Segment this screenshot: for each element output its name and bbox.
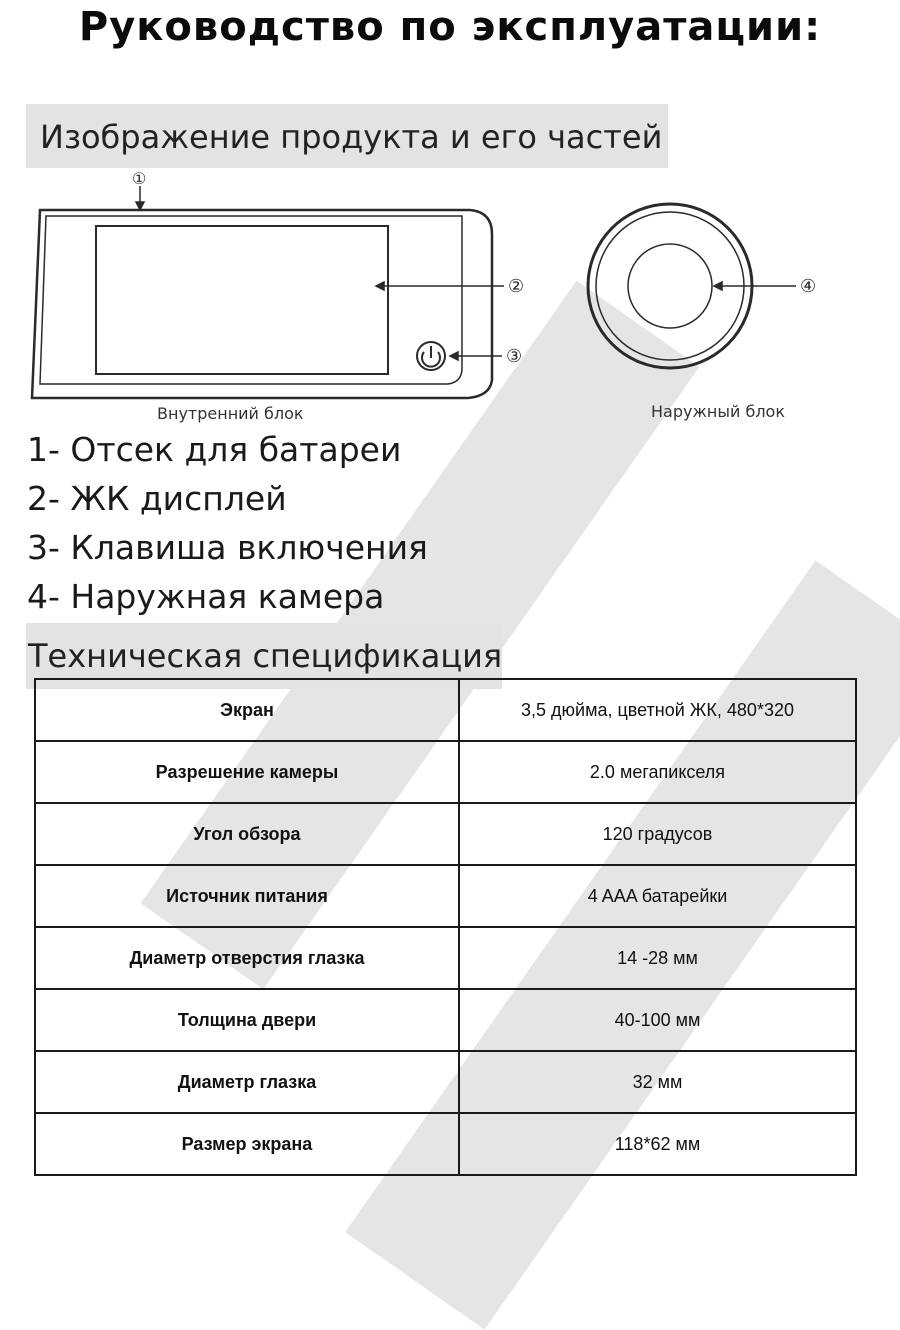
spec-value: 14 -28 мм: [459, 927, 856, 989]
spec-key: Толщина двери: [35, 989, 459, 1051]
list-item: 4- Наружная камера: [27, 577, 385, 616]
table-row: [35, 865, 856, 927]
spec-key: Диаметр отверстия глазка: [35, 927, 459, 989]
spec-table: [34, 678, 857, 1176]
spec-key: Угол обзора: [35, 803, 459, 865]
spec-key: Экран: [35, 679, 459, 741]
spec-value: 2.0 мегапикселя: [459, 741, 856, 803]
callout-3-arrow: [450, 352, 502, 360]
inner-unit-illustration: [32, 210, 492, 398]
table-row: [35, 679, 856, 741]
outer-camera-lens: [628, 244, 712, 328]
spec-key: Разрешение камеры: [35, 741, 459, 803]
table-row: [35, 989, 856, 1051]
callout-4-arrow: [714, 282, 796, 290]
callout-2-arrow: [376, 282, 504, 290]
spec-key: Диаметр глазка: [35, 1051, 459, 1113]
table-row: [35, 927, 856, 989]
spec-value: 118*62 мм: [459, 1113, 856, 1175]
outer-unit-caption: Наружный блок: [651, 402, 785, 421]
list-item: 2- ЖК дисплей: [27, 479, 287, 518]
spec-value: 32 мм: [459, 1051, 856, 1113]
spec-key: Источник питания: [35, 865, 459, 927]
parts-list: [27, 425, 428, 621]
section-heading-parts: Изображение продукта и его частей: [26, 104, 668, 168]
product-diagram: [0, 170, 900, 440]
inner-unit-caption: Внутренний блок: [157, 404, 304, 423]
spec-value: 4 AAA батарейки: [459, 865, 856, 927]
table-row: [35, 803, 856, 865]
list-item: 3- Клавиша включения: [27, 528, 428, 567]
spec-value: 3,5 дюйма, цветной ЖК, 480*320: [459, 679, 856, 741]
page-title: Руководство по эксплуатации:: [78, 4, 822, 50]
spec-key: Размер экрана: [35, 1113, 459, 1175]
callout-3-label: ③: [506, 346, 523, 367]
table-row: [35, 1051, 856, 1113]
callout-4-label: ④: [800, 276, 817, 297]
table-row: [35, 1113, 856, 1175]
lcd-screen-outline: [96, 226, 388, 374]
callout-1-label: ①: [132, 170, 147, 188]
spec-value: 40-100 мм: [459, 989, 856, 1051]
callout-2-label: ②: [508, 276, 525, 297]
callout-1-arrow: [136, 186, 144, 210]
spec-value: 120 градусов: [459, 803, 856, 865]
table-row: [35, 741, 856, 803]
list-item: 1- Отсек для батареи: [27, 430, 402, 469]
section-heading-specs: Техническая спецификация: [26, 623, 502, 689]
